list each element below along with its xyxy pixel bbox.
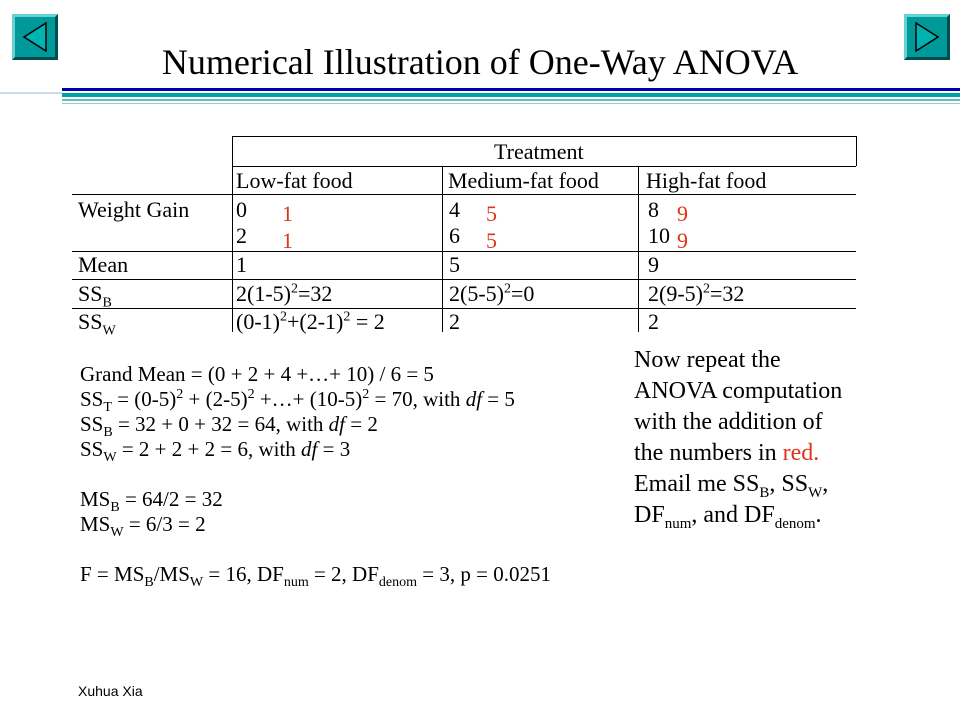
title-rule-accent xyxy=(0,92,62,94)
table-border xyxy=(72,279,856,280)
title-rule xyxy=(62,93,960,97)
table-cell: 1 xyxy=(236,252,247,277)
row-label-ssw: $SS_W$ xyxy=(78,309,116,339)
row-label-ssb: $SS_B$ xyxy=(78,281,112,311)
table-cell: 5 xyxy=(449,252,460,277)
row-label-mean: Mean xyxy=(78,252,129,277)
table-border xyxy=(232,136,856,137)
table-cell: 0 xyxy=(236,197,247,222)
table-cell: 2 xyxy=(449,309,460,334)
table-border xyxy=(72,251,856,252)
column-header-low: Low-fat food xyxy=(236,168,353,193)
anova-formulas xyxy=(80,362,551,591)
note-line: Email me $SS_B$, $SS_W$, xyxy=(634,471,829,501)
grand-mean-line: Grand Mean = (0 + 2 + 4 +…+ 10) / 6 = 5 xyxy=(80,362,434,386)
note-line: $DF_{num}$, and $DF_{denom}$. xyxy=(634,502,822,532)
table-border xyxy=(72,308,856,309)
table-cell: 4 xyxy=(449,197,460,222)
page-title: Numerical Illustration of One-Way ANOVA xyxy=(161,42,799,82)
table-border xyxy=(72,194,856,195)
row-label-weight-gain: Weight Gain xyxy=(78,197,190,222)
f-statistic-line: $F = MS_B/MS_W = 16$, $DF_{num} = 2$, $DF_{denom} = 3$, p = 0.0251 xyxy=(80,562,551,591)
msb-line: $MS_B = 64/2 = 32$ xyxy=(80,487,223,516)
table-border xyxy=(442,166,443,332)
table-cell: 10 xyxy=(648,223,670,248)
red-added-value: 1 xyxy=(282,228,293,253)
table-cell: 2 xyxy=(648,309,659,334)
table-cell: 2 xyxy=(236,223,247,248)
exercise-note xyxy=(634,345,934,531)
note-line: Now repeat the xyxy=(634,347,781,373)
note-line: with the addition of xyxy=(634,409,823,435)
table-cell: $2(5-5)^2=0$ xyxy=(449,281,535,306)
column-header-medium: Medium-fat food xyxy=(448,168,599,193)
table-border xyxy=(232,166,856,167)
author-footer: Xuhua Xia xyxy=(78,683,143,699)
column-header-high: High-fat food xyxy=(646,168,767,193)
table-cell: $2(9-5)^2=32$ xyxy=(648,281,745,306)
note-line: the numbers in red. xyxy=(634,440,820,466)
table-cell: $(0-1)^2+(2-1)^2 = 2$ xyxy=(236,309,385,334)
note-line: ANOVA computation xyxy=(634,378,843,404)
red-word: red. xyxy=(782,440,820,466)
red-added-value: 5 xyxy=(486,228,497,253)
title-rule xyxy=(62,99,960,101)
title-rule xyxy=(62,103,960,104)
table-border xyxy=(638,166,639,332)
title-rule xyxy=(62,88,960,91)
treatment-header: Treatment xyxy=(494,139,584,164)
ssb-line: $SS_B = 32 + 0 + 32 = 64$, with df = 2 xyxy=(80,412,378,441)
table-cell: $2(1-5)^2=32$ xyxy=(236,281,333,306)
sst-line: $SS_T = (0-5)^2 + (2-5)^2$ +…+ $(10-5)^2 = 70$, with df = 5 xyxy=(80,387,515,416)
red-added-value: 9 xyxy=(677,228,688,253)
red-added-value: 5 xyxy=(486,201,497,226)
red-added-value: 9 xyxy=(677,201,688,226)
table-border xyxy=(232,136,233,332)
table-cell: 8 xyxy=(648,197,659,222)
msw-line: $MS_W = 6/3 = 2$ xyxy=(80,512,206,541)
ssw-line: $SS_W = 2 + 2 + 2 = 6$, with df = 3 xyxy=(80,437,351,466)
red-added-value: 1 xyxy=(282,201,293,226)
table-cell: 9 xyxy=(648,252,659,277)
table-border xyxy=(856,136,857,166)
table-cell: 6 xyxy=(449,223,460,248)
